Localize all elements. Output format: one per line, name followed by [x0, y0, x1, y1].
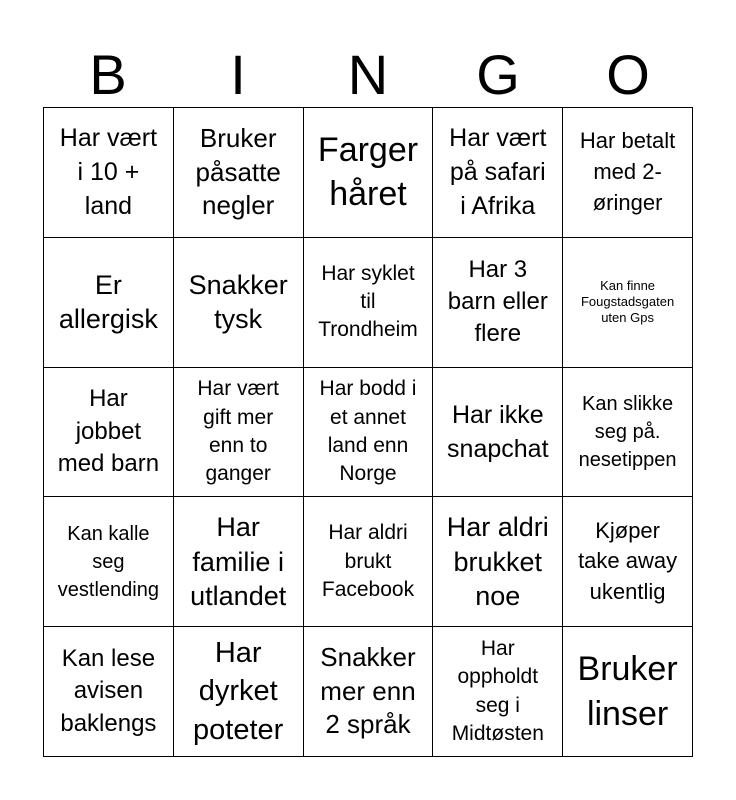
- cell-text: Kan finne Fougstadsgaten uten Gps: [580, 277, 675, 326]
- cell-text: Har dyrket poteter: [193, 636, 284, 746]
- cell-text: Har jobbet med barn: [57, 385, 160, 478]
- bingo-cell[interactable]: [44, 238, 174, 368]
- bingo-cell[interactable]: [304, 108, 434, 238]
- bingo-cell[interactable]: [433, 627, 563, 757]
- cell-text: Har syklet til Trondheim: [318, 261, 418, 342]
- bingo-cell[interactable]: [433, 108, 563, 238]
- header-letter-o: O: [606, 43, 650, 106]
- bingo-cell[interactable]: [304, 497, 434, 627]
- cell-text: Snakker mer enn 2 språk: [320, 641, 416, 740]
- bingo-cell[interactable]: [563, 497, 693, 627]
- bingo-cell[interactable]: [563, 108, 693, 238]
- bingo-cell[interactable]: [563, 368, 693, 498]
- cell-text: Er allergisk: [58, 269, 158, 335]
- cell-text: Kan kalle seg vestlending: [57, 522, 159, 601]
- cell-text: Bruker linser: [577, 650, 678, 733]
- cell-text: Farger håret: [317, 131, 419, 214]
- bingo-header: [43, 44, 693, 106]
- bingo-cell[interactable]: [433, 368, 563, 498]
- cell-text: Har vært gift mer enn to ganger: [197, 377, 280, 486]
- bingo-cell[interactable]: [44, 497, 174, 627]
- cell-text: Har vært i 10 + land: [59, 124, 158, 221]
- cell-text: Har ikke snapchat: [447, 400, 549, 463]
- bingo-grid: [43, 107, 693, 757]
- cell-text: Har familie i utlandet: [190, 511, 287, 612]
- cell-text: Har vært på safari i Afrika: [449, 124, 547, 221]
- cell-text: Har oppholdt seg i Midtøsten: [451, 636, 544, 745]
- cell-text: Har betalt med 2- øringer: [579, 128, 676, 215]
- bingo-cell[interactable]: [44, 108, 174, 238]
- cell-text: Kjøper take away ukentlig: [578, 517, 678, 605]
- cell-text: Kan slikke seg på. nesetippen: [578, 392, 677, 471]
- bingo-cell[interactable]: [174, 108, 304, 238]
- cell-text: Har aldri brukt Facebook: [321, 521, 415, 601]
- header-letter-i: I: [230, 43, 246, 106]
- cell-text: Har aldri brukket noe: [446, 511, 549, 612]
- header-letter-g: G: [476, 43, 520, 106]
- cell-text: Kan lese avisen baklengs: [60, 645, 157, 737]
- bingo-cell[interactable]: [174, 627, 304, 757]
- bingo-cell[interactable]: [433, 497, 563, 627]
- cell-text: Har 3 barn eller flere: [447, 255, 548, 348]
- bingo-cell[interactable]: [174, 497, 304, 627]
- bingo-cell[interactable]: [44, 368, 174, 498]
- bingo-cell[interactable]: [304, 627, 434, 757]
- bingo-cell[interactable]: [304, 368, 434, 498]
- header-letter-b: B: [89, 43, 127, 106]
- bingo-cell[interactable]: [563, 238, 693, 368]
- cell-text: Har bodd i et annet land enn Norge: [319, 377, 417, 486]
- header-letter-n: N: [347, 43, 389, 106]
- bingo-cell[interactable]: [44, 627, 174, 757]
- bingo-cell[interactable]: [433, 238, 563, 368]
- bingo-cell[interactable]: [304, 238, 434, 368]
- cell-text: Bruker påsatte negler: [195, 122, 281, 221]
- cell-text: Snakker tysk: [188, 269, 288, 335]
- bingo-cell[interactable]: [563, 627, 693, 757]
- bingo-cell[interactable]: [174, 368, 304, 498]
- bingo-cell[interactable]: [174, 238, 304, 368]
